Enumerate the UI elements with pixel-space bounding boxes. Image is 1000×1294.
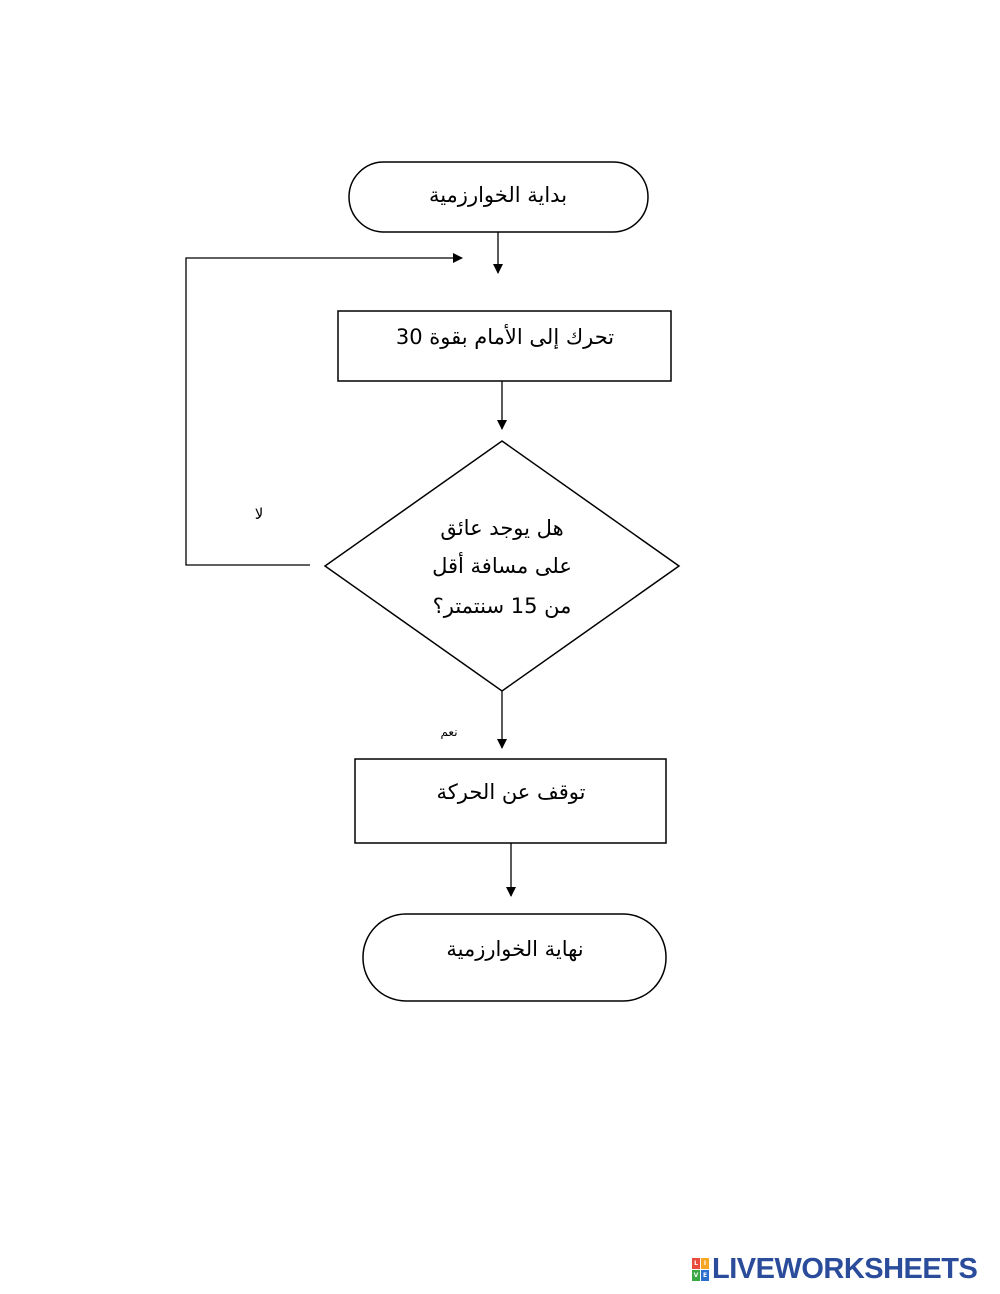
end-node-label: نهاية الخوارزمية xyxy=(446,937,584,961)
brand-logo-tile: L xyxy=(692,1258,700,1269)
start-node-label: بداية الخوارزمية xyxy=(428,183,568,207)
brand-logo-tile: E xyxy=(702,1271,708,1279)
move-process-label: تحرك إلى الأمام بقوة 30 xyxy=(395,325,615,349)
decision-line-3: من 15 سنتمتر؟ xyxy=(432,594,572,618)
yes-label: نعم xyxy=(440,725,458,739)
start-node xyxy=(349,162,648,232)
decision-line-2: على مسافة أقل xyxy=(432,554,572,578)
stop-process-label: توقف عن الحركة xyxy=(436,780,586,804)
stop-process-node xyxy=(355,759,666,843)
brand-logo-icon xyxy=(692,1258,709,1281)
brand-logo-tile: V xyxy=(693,1271,699,1279)
decision-line-1: هل يوجد عائق xyxy=(440,516,564,540)
move-process-node xyxy=(338,311,671,381)
brand-name: LIVEWORKSHEETS xyxy=(712,1252,978,1285)
no-label: لا xyxy=(254,505,264,523)
decision-node xyxy=(325,441,679,691)
liveworksheets-brand xyxy=(692,1254,977,1284)
end-node xyxy=(363,914,666,1001)
brand-logo-tile: I xyxy=(701,1258,709,1269)
